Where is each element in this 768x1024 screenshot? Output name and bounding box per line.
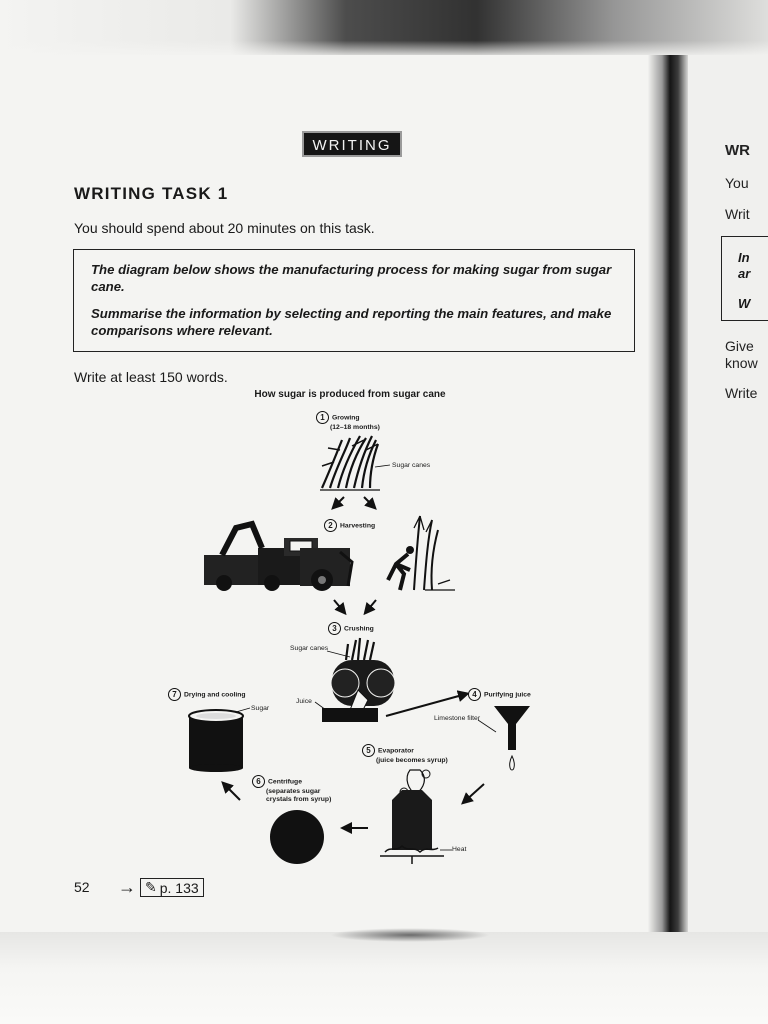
drying-drum-illustration: [189, 708, 250, 772]
right-page-line: Give: [725, 338, 754, 354]
section-badge: WRITING: [302, 131, 402, 157]
reference-page: p. 133: [159, 879, 199, 896]
juice-callout: Juice: [296, 698, 312, 705]
pencil-icon: ✎: [145, 879, 157, 895]
filter-illustration: [478, 706, 530, 770]
step-crushing-label: 3 Crushing: [328, 622, 374, 635]
centrifuge-illustration: [270, 810, 324, 864]
arrow-right-icon: →: [118, 877, 136, 897]
step-centrifuge-label: 6 Centrifuge (separates sugar crystals from syrup): [252, 775, 331, 804]
step-purifying-label: 4 Purifying juice: [468, 688, 531, 701]
right-page-box-text: In: [738, 250, 750, 265]
right-page-line: Write: [725, 385, 758, 401]
harvester-illustration: [204, 524, 352, 591]
right-page-box-text: W: [738, 296, 751, 311]
diagram-title: How sugar is produced from sugar cane: [254, 389, 446, 400]
time-instruction: You should spend about 20 minutes on this task.: [74, 220, 375, 236]
limestone-filter-callout: Limestone filter: [434, 715, 481, 722]
right-page-line: know: [725, 355, 758, 371]
prompt-description: The diagram below shows the manufacturing process for making sugar from sugar cane.: [91, 262, 612, 294]
page-number: 52: [74, 879, 90, 895]
sugar-cane-field-illustration: [320, 436, 390, 490]
page-reference[interactable]: [118, 877, 204, 898]
worker-illustration: [388, 516, 455, 590]
sugar-callout: Sugar: [251, 705, 270, 712]
crush-canes-callout: Sugar canes: [290, 645, 329, 652]
prompt-instruction: Summarise the information by selecting and reporting the main features, and make comparisons where relevant.: [91, 306, 612, 338]
task-title: WRITING TASK 1: [74, 184, 229, 203]
step-harvesting-label: 2 Harvesting: [324, 519, 375, 532]
sugar-canes-callout: Sugar canes: [392, 462, 431, 469]
right-page-line: Writ: [725, 206, 750, 222]
step-drying-label: 7 Drying and cooling: [168, 688, 246, 701]
right-page-box-text: ar: [738, 266, 751, 281]
heat-callout: Heat: [452, 846, 467, 853]
step-growing-label: 1 Growing (12–18 months): [316, 411, 380, 432]
right-page-heading: WR: [725, 142, 750, 159]
evaporator-illustration: [380, 770, 452, 864]
reference-box: [140, 878, 204, 897]
word-count-instruction: Write at least 150 words.: [74, 369, 228, 385]
step-evaporator-label: 5 Evaporator (juice becomes syrup): [362, 744, 448, 765]
right-page-line: You: [725, 175, 749, 191]
